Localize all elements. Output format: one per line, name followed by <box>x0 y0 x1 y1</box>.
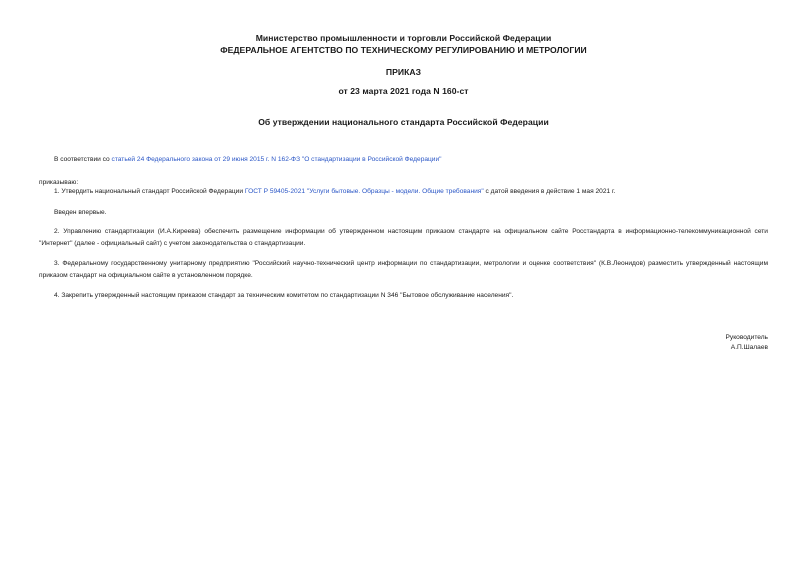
ministry-title: Министерство промышленности и торговли Российской Федерации <box>255 33 552 43</box>
gost-standard-link[interactable]: ГОСТ Р 59405-2021 "Услуги бытовые. Образцы - модели. Общие требования" <box>244 188 484 195</box>
intro-prefix: В соответствии со <box>54 156 112 163</box>
signature-name: А.П.Шалаев <box>730 344 768 351</box>
order-word: приказываю: <box>39 179 79 186</box>
item-1-paragraph <box>54 187 615 196</box>
document-date-number: от 23 марта 2021 года N 160-ст <box>338 86 469 96</box>
law-article-link[interactable]: статьей 24 Федерального закона от 29 июня 2015 г. N 162-ФЗ "О стандартизации в Российской Федерации" <box>111 156 442 163</box>
item-3-paragraph: 3. Федеральному государственному унитарному предприятию "Российский научно-технический центр информации по стандартизации, метрологии и оценке соответствия" (К.В.Леонидов) разместить утвержденный настоящим приказом стандарт на официальном сайте в установленном порядке. <box>39 260 768 279</box>
item-1-suffix: с датой введения в действие 1 мая 2021 г. <box>483 188 616 195</box>
document-type: ПРИКАЗ <box>385 67 422 77</box>
item-1-prefix: 1. Утвердить национальный стандарт Российской Федерации <box>54 188 245 195</box>
item-2-paragraph: 2. Управлению стандартизации (И.А.Киреева) обеспечить размещение информации об утвержденном настоящим приказом стандарте на официальном сайте Росстандарта в информационно-телекоммуникационной сети "Интернет" (далее - официальный сайт) с учетом законодательства о стандартизации. <box>39 228 768 247</box>
first-time-note: Введен впервые. <box>54 209 107 216</box>
intro-paragraph <box>54 155 442 164</box>
item-4-paragraph: 4. Закрепить утвержденный настоящим приказом стандарт за техническим комитетом по стандартизации N 346 "Бытовое обслуживание населения". <box>54 292 514 299</box>
document-subject: Об утверждении национального стандарта Российской Федерации <box>258 117 549 127</box>
signature-title: Руководитель <box>725 334 768 341</box>
agency-title: ФЕДЕРАЛЬНОЕ АГЕНТСТВО ПО ТЕХНИЧЕСКОМУ РЕГУЛИРОВАНИЮ И МЕТРОЛОГИИ <box>220 45 587 55</box>
